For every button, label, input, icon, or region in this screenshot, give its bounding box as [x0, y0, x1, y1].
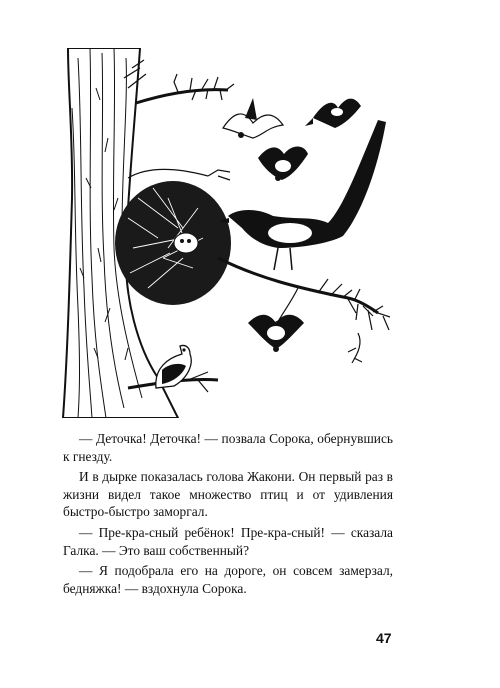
tree-nest-birds-illustration: [58, 48, 398, 418]
paragraph: — Я подобрала его на дороге, он совсем замерзал, бедняжка! — вздохнула Сорока.: [63, 563, 393, 596]
story-text: [63, 430, 393, 600]
paragraph: И в дырке показалась голова Жакони. Он первый раз в жизни видел такое множество птиц и от удивления быстро-быстро заморгал.: [63, 469, 393, 520]
flying-bird-4: [248, 315, 304, 352]
flying-bird-3: [258, 147, 308, 182]
page-number: 47: [376, 630, 392, 646]
paragraph: — Пре-кра-сный ребёнок! Пре-кра-сный! — сказала Галка. — Это ваш собственный?: [63, 524, 393, 558]
flying-bird-2: [305, 99, 361, 128]
paragraph: — Деточка! Деточка! — позвала Сорока, обернувшись к гнезду.: [63, 431, 393, 464]
flying-bird-1: [223, 98, 283, 138]
nest: [115, 181, 231, 305]
